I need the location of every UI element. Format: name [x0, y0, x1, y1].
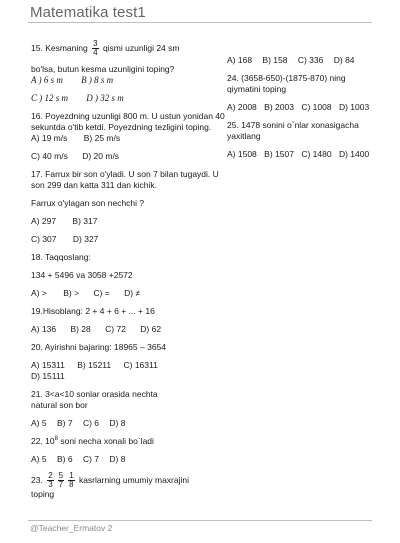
q18-option-a: A) > [31, 288, 47, 298]
q17-option-c: C) 307 [31, 234, 57, 244]
q22-option-c: C) 7 [82, 454, 99, 464]
q23-f3-num: 1 [69, 471, 74, 480]
q18-option-b: B) > [63, 288, 80, 298]
q24-option-a: A) 2008 [227, 102, 257, 112]
q25-option-d: D) 1400 [338, 149, 370, 159]
q19-option-a: A) 136 [31, 324, 57, 334]
q19-option-b: B) 28 [70, 324, 91, 334]
q25-text: 25. 1478 sonini o`nlar xonasigacha yaxitlang [227, 120, 359, 141]
q22-text-b: soni necha xonali bo`ladi [57, 436, 154, 446]
q23-f2-num: 5 [58, 471, 64, 480]
q16-option-a: A) 19 m/s [31, 133, 68, 143]
q23-f1-den: 3 [48, 480, 53, 489]
q19-option-c: C) 72 [105, 324, 126, 334]
q18-title: 18. Taqqoslang: [31, 252, 91, 262]
q17-option-b: B) 317 [72, 216, 98, 226]
q18-option-c: C) = [93, 288, 110, 298]
q21-text: 21. 3<a<10 sonlar orasida nechta natural son bor [31, 389, 158, 410]
q23-option-c: C) 336 [297, 55, 324, 65]
q16-option-c: C) 40 m/s [31, 151, 68, 161]
q23-fraction-3 [68, 472, 74, 489]
footer-credit: @Teacher_Ermatov 2 [30, 523, 113, 533]
question-25 [227, 120, 377, 160]
q23-fraction-1 [47, 472, 53, 489]
q23-number: 23. [31, 474, 43, 485]
q20-option-d: D) 15111 [31, 371, 65, 381]
q23-text: kasrlarning umumiy maxrajini [78, 474, 189, 485]
q22-option-d: D) 8 [109, 454, 126, 464]
q20-option-b: B) 15211 [77, 360, 112, 370]
right-column [227, 38, 377, 160]
q15-text-c: bo'lsa, butun kesma uzunligini toping? [31, 64, 175, 74]
q23-text-2: toping [31, 489, 55, 499]
q16-option-b: B) 25 m/s [83, 133, 121, 143]
question-20 [31, 342, 229, 382]
q24-option-c: C) 1008 [301, 102, 332, 112]
q25-option-c: C) 1480 [301, 149, 332, 159]
q23-f2-den: 7 [58, 480, 64, 489]
q18-option-d: D) ≠ [124, 288, 141, 298]
q21-option-a: A) 5 [31, 418, 47, 428]
q15-option-c: C ) 12 s m [31, 93, 69, 103]
q15-text-a: Kesmaning [45, 42, 88, 53]
q17-option-a: A) 297 [31, 216, 57, 226]
q15-number: 15. [31, 42, 43, 53]
question-16 [31, 111, 229, 162]
q15-option-b: B ) 8 s m [81, 75, 114, 85]
question-18 [31, 252, 229, 299]
q18-expression: 134 + 5496 va 3058 +2572 [31, 270, 133, 280]
q25-option-b: B) 1507 [264, 149, 294, 159]
q17-text: 17. Farrux bir son o'yladi. U son 7 bilan tugaydi. U son 299 dan katta 311 dan kichik. [31, 169, 219, 190]
q15-fraction [92, 40, 98, 57]
question-15 [31, 38, 229, 104]
left-column [31, 38, 229, 500]
q15-option-d: D ) 32 s m [86, 93, 124, 103]
q24-text: 24. (3658-650)-(1875-870) ning qiymatini toping [227, 73, 346, 94]
q17-option-d: D) 327 [72, 234, 99, 244]
q15-frac-num: 3 [93, 39, 98, 48]
footer-divider [28, 520, 372, 521]
q23-option-a: A) 168 [227, 55, 253, 65]
q22-text-a: 22. 10 [31, 436, 55, 446]
q20-text: 20. Ayirishni bajaring: 18965 – 3654 [31, 342, 166, 352]
q22-option-a: A) 5 [31, 454, 47, 464]
question-23 [31, 472, 229, 500]
q15-option-a: A ) 6 s m [31, 75, 63, 85]
q22-exponent: 8 [54, 436, 58, 443]
q23-f3-den: 8 [69, 480, 74, 489]
q21-option-b: B) 7 [56, 418, 73, 428]
q15-frac-den: 4 [93, 48, 98, 57]
question-19 [31, 306, 229, 335]
q20-option-c: C) 16311 [123, 360, 158, 370]
q23-options [227, 38, 377, 66]
q24-option-b: B) 2003 [264, 102, 294, 112]
q22-option-b: B) 6 [56, 454, 73, 464]
question-24 [227, 73, 377, 113]
q16-option-d: D) 20 m/s [82, 151, 120, 161]
q20-option-a: A) 15311 [31, 360, 65, 370]
question-21 [31, 389, 229, 429]
question-22 [31, 436, 229, 465]
q16-text: 16. Poyezdning uzunligi 800 m. U ustun yonidan 40 sekuntda o'tib ketdi. Poyezdning tezligini toping. [31, 111, 225, 132]
page-title: Matematika test1 [30, 4, 146, 21]
q23-option-b: B) 158 [262, 55, 288, 65]
q15-text-b: qismi uzunligi 24 sm [102, 42, 180, 53]
q21-option-d: D) 8 [109, 418, 126, 428]
q24-option-d: D) 1003 [338, 102, 370, 112]
q23-fraction-2 [58, 472, 64, 489]
q19-text: 19.Hisoblang: 2 + 4 + 6 + ... + 16 [31, 306, 155, 316]
q23-f1-num: 2 [48, 471, 53, 480]
q23-option-d: D) 84 [333, 55, 355, 65]
question-17 [31, 169, 229, 245]
q25-option-a: A) 1508 [227, 149, 257, 159]
q21-option-c: C) 6 [82, 418, 99, 428]
q19-option-d: D) 62 [140, 324, 162, 334]
header-divider [28, 22, 372, 23]
q17-question: Farrux o'ylagan son nechchi ? [31, 198, 145, 208]
